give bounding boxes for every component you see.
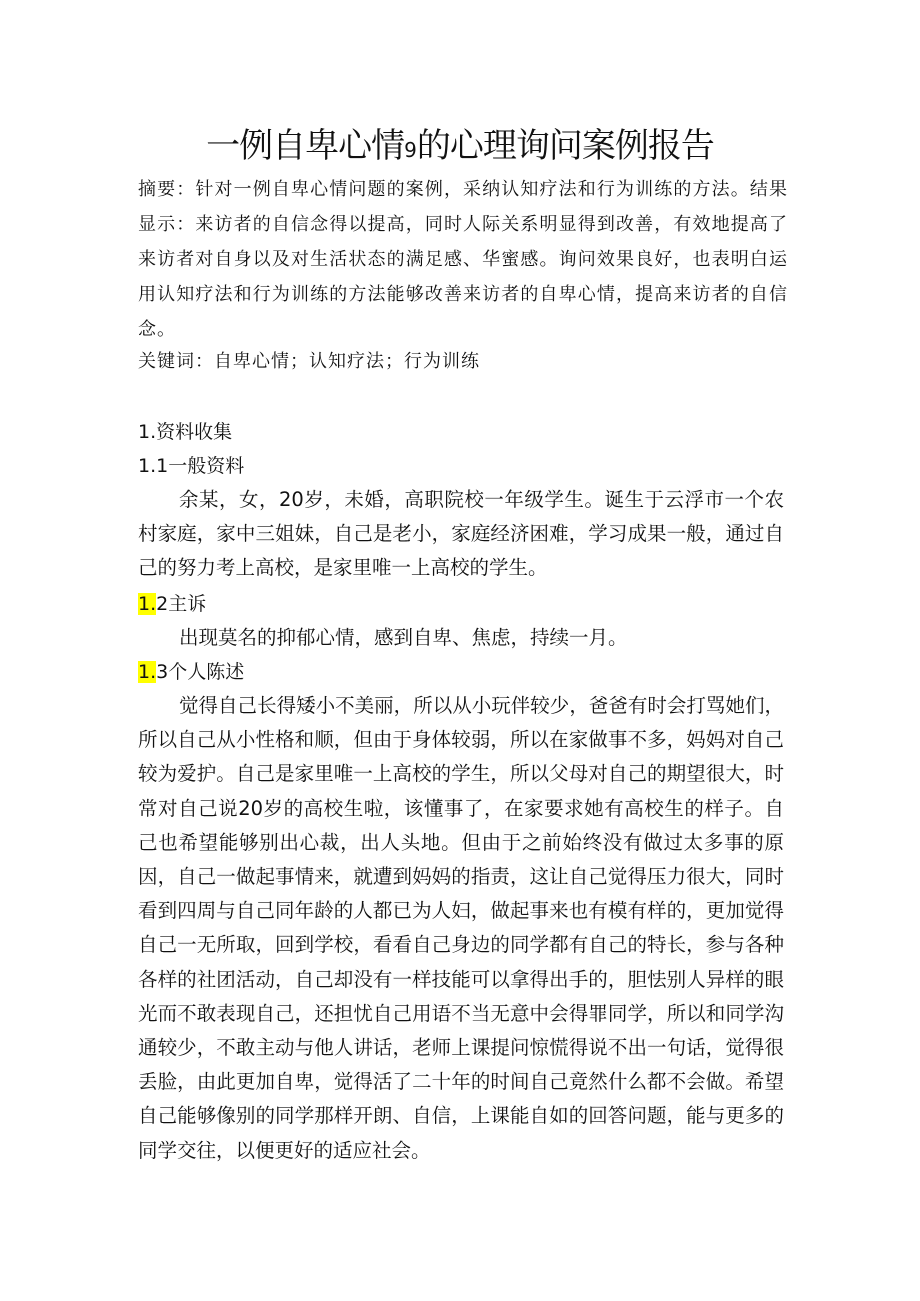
heading-label: 2主诉 — [156, 593, 207, 615]
keywords: 关键词：自卑心情；认知疗法；行为训练 — [138, 351, 480, 372]
title-main: 一例自卑心情 — [206, 126, 405, 166]
section-heading-1-3 — [138, 655, 244, 689]
section-heading-1-2 — [138, 587, 206, 621]
abstract — [138, 172, 788, 347]
section-1-2-paragraph: 出现莫名的抑郁心情，感到自卑、焦虑，持续一月。 — [179, 626, 628, 649]
document-title — [0, 122, 920, 174]
section-1-3-paragraph: 觉得自己长得矮小不美丽，所以从小玩伴较少，爸爸有时会打骂她们，所以自己从小性格和顺，但由于身体较弱，所以在家做事不多，妈妈对自己较为爱护。自己是家里唯一上高校的学生，所以父母对自己的期望很大，时常对自己说20岁的高校生啦，该懂事了，在家要求她有高校生的样子。自己也希望能够别出心裁，出人头地。但由于之前始终没有做过太多事的原因，自己一做起事情来，就遭到妈妈的指责，这让自己觉得压力很大，同时看到四周与自己同年龄的人都已为人妇，做起事来也有模有样的，更加觉得自己一无所取，回到学校，看看自己身边的同学都有自己的特长，参与各种各样的社团活动，自己却没有一样技能可以拿得出手的，胆怯别人异样的眼光而不敢表现自己，还担忧自己用语不当无意中会得罪同学，所以和同学沟通较少，不敢主动与他人讲话，老师上课提问惊慌得说不出一句话，觉得很丢脸，由此更加自卑，觉得活了二十年的时间自己竟然什么都不会做。希望自己能够像别的同学那样开朗、自信，上课能自如的回答问题，能与更多的同学交往，以便更好的适应社会。 — [138, 694, 784, 1162]
heading-label: 1一般资料 — [156, 455, 245, 477]
heading-number-highlighted: 1. — [138, 593, 157, 615]
section-heading-1: 1.资料收集 — [138, 421, 233, 443]
heading-label: 3个人陈述 — [156, 661, 245, 683]
section-1-1-paragraph: 余某，女，20岁，未婚，高职院校一年级学生。诞生于云浮市一个农村家庭，家中三姐妹，自己是老小，家庭经济困难，学习成果一般，通过自己的努力考上高校，是家里唯一上高校的学生。 — [138, 488, 784, 580]
section-heading-1-1 — [138, 449, 244, 483]
heading-number-highlighted: 1. — [138, 661, 157, 683]
heading-number: 1. — [138, 455, 157, 477]
title-rest: 的心理询问案例报告 — [416, 126, 714, 166]
title-footnote-mark: 9 — [404, 138, 417, 162]
abstract-text: 摘要：针对一例自卑心情问题的案例，采纳认知疗法和行为训练的方法。结果显示：来访者的自信念得以提高，同时人际关系明显得到改善，有效地提高了来访者对自身以及对生活状态的满足感、华蜜感。询问效果良好，也表明白运用认知疗法和行为训练的方法能够改善来访者的自卑心情，提高来访者的自信念。 — [138, 179, 788, 340]
